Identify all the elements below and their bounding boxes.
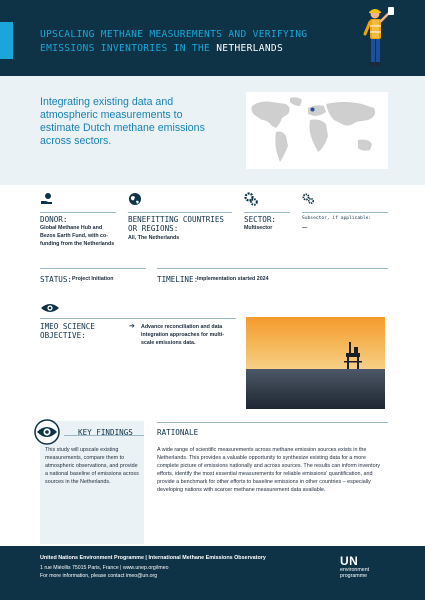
donor-label: DONOR: <box>40 215 68 224</box>
header-banner <box>0 0 425 76</box>
status-label: STATUS: <box>40 275 73 284</box>
page-title-main: UPSCALING METHANE MEASUREMENTS AND VERIFYING EMISSIONS INVENTORIES IN THE <box>40 29 308 54</box>
benefitting-value: All, The Netherlands <box>128 235 180 241</box>
key-findings-title: KEY FINDINGS <box>78 428 133 437</box>
small-gears-icon <box>302 192 316 206</box>
eye-badge-icon <box>33 419 67 445</box>
netherlands-marker <box>311 108 315 112</box>
timeline-divider <box>157 268 388 269</box>
page-title-country: NETHERLANDS <box>216 43 284 54</box>
gears-icon <box>244 192 258 206</box>
footer <box>0 546 425 600</box>
field-worker-illustration <box>360 6 396 72</box>
objective-label: IMEO SCIENCE OBJECTIVE: <box>40 322 95 340</box>
unep-logo-environment: environment <box>340 567 370 573</box>
offshore-platform-photo <box>246 317 385 409</box>
project-summary: Integrating existing data and atmospheric measurements to estimate Dutch methane emissions across sectors. <box>40 96 205 147</box>
subsector-value: — <box>302 225 308 231</box>
sector-divider <box>244 212 290 213</box>
unep-logo <box>340 554 390 594</box>
world-map <box>246 92 388 169</box>
footer-org: United Nations Environment Programme | International Methane Emissions Observatory <box>40 555 266 561</box>
status-value: Project Initiation <box>72 276 114 282</box>
benefitting-divider <box>128 212 232 213</box>
hand-coin-icon <box>40 192 54 206</box>
rationale-title: RATIONALE <box>157 428 199 437</box>
page-title <box>40 28 360 56</box>
benefitting-label: BENEFITTING COUNTRIES OR REGIONS: <box>128 215 225 233</box>
subsector-label: Subsector, if applicable: <box>302 216 372 221</box>
donor-value: Global Methane Hub and Bezos Earth Fund, with co-funding from the Netherlands <box>40 225 115 247</box>
donor-divider <box>40 212 116 213</box>
header-accent-bar <box>0 22 13 59</box>
status-divider <box>40 268 146 269</box>
unep-logo-un: UN <box>340 554 359 568</box>
sector-label: SECTOR: <box>244 215 277 224</box>
timeline-label: TIMELINE: <box>157 275 199 284</box>
rationale-divider <box>157 422 388 423</box>
eye-icon <box>40 302 60 314</box>
arrow-right-icon: ➔ <box>129 323 135 330</box>
sector-value: Multisector <box>244 225 273 231</box>
unep-logo-programme: programme <box>340 572 368 579</box>
timeline-value: Implementation started 2024 <box>197 276 269 282</box>
key-findings-text: This study will upscale existing measurements, compare them to atmospheric observations, and provide a national baseline of emissions across sources in the Netherlands. <box>45 447 139 485</box>
footer-contact: For more information, please contact imeo@un.org <box>40 573 158 579</box>
objective-value: Advance reconciliation and data integration approaches for multi-scale emissions data. <box>141 324 224 346</box>
footer-address: 1 rue Miéollis 75015 Paris, France | www.unep.org/imeo <box>40 565 169 571</box>
globe-icon <box>128 192 142 206</box>
rationale-text: A wide range of scientific measurements across methane emission sources exists in the Netherlands. This provides a valuable opportunity to synthesize existing data for a more complete picture of emissions nationally and across sources. The results can inform inventory efforts, identify the most essential measurements for reliable emissions' quantification, and provide a benchmark for other efforts to baseline emissions in other countries – especially developing nations with scarcer methane measurement data available. <box>157 447 381 493</box>
objective-divider <box>40 318 236 319</box>
subsector-divider <box>302 212 388 213</box>
